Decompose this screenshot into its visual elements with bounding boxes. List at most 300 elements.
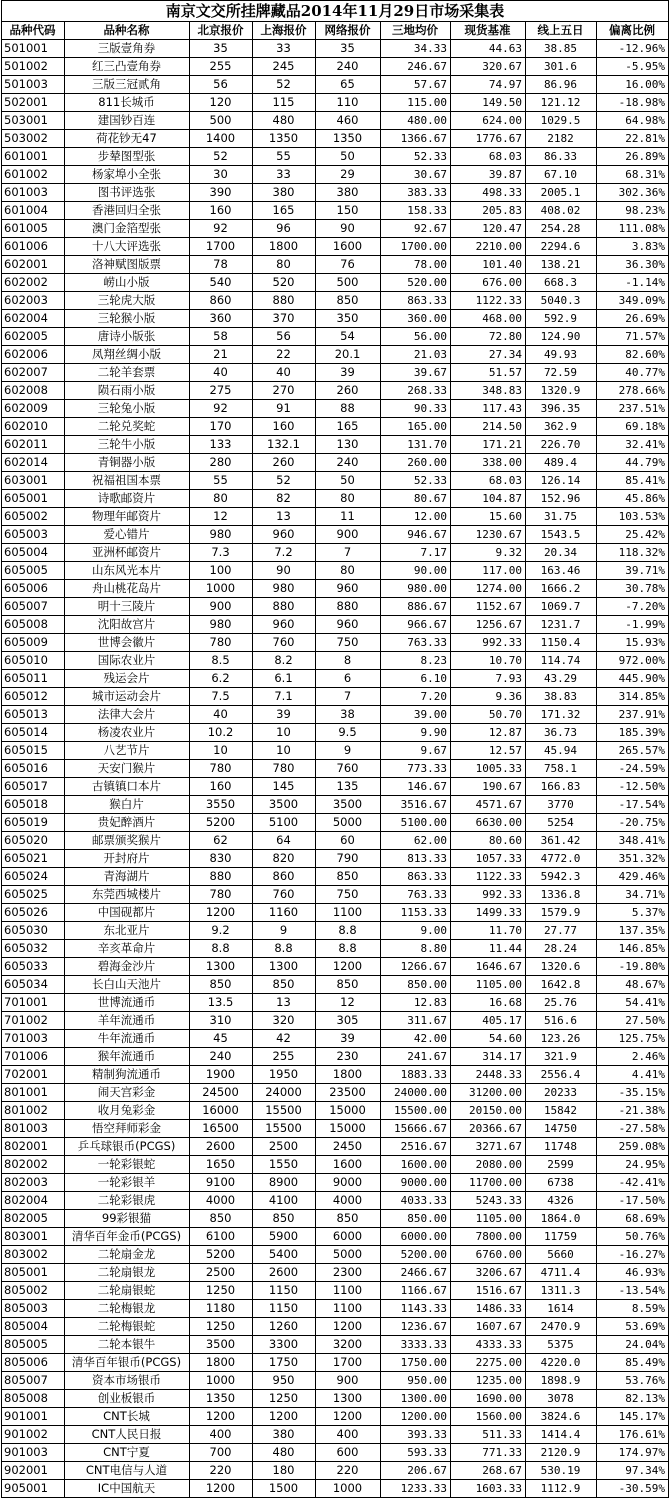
cell-deviation: 64.98% xyxy=(597,112,669,130)
cell-five-day: 1336.8 xyxy=(526,886,597,904)
cell-name: 三轮猴小版 xyxy=(65,310,190,328)
cell-five-day: 2599 xyxy=(526,1156,597,1174)
cell-code: 602005 xyxy=(2,328,65,346)
cell-name: 香港回归全张 xyxy=(65,202,190,220)
cell-online: 35 xyxy=(316,40,381,58)
table-row xyxy=(2,670,669,688)
cell-online: 750 xyxy=(316,634,381,652)
cell-spot: 6630.00 xyxy=(451,814,526,832)
cell-spot: 9.36 xyxy=(451,688,526,706)
cell-avg: 6.10 xyxy=(381,670,451,688)
cell-avg: 763.33 xyxy=(381,886,451,904)
cell-online: 790 xyxy=(316,850,381,868)
cell-online: 1200 xyxy=(316,958,381,976)
cell-name: 青海湖片 xyxy=(65,868,190,886)
cell-deviation: 972.00% xyxy=(597,652,669,670)
cell-online: 80 xyxy=(316,490,381,508)
cell-spot: 268.67 xyxy=(451,1462,526,1480)
cell-shanghai: 820 xyxy=(253,850,316,868)
cell-five-day: 758.1 xyxy=(526,760,597,778)
cell-code: 605002 xyxy=(2,508,65,526)
cell-avg: 980.00 xyxy=(381,580,451,598)
cell-avg: 268.33 xyxy=(381,382,451,400)
cell-beijing: 7.3 xyxy=(190,544,253,562)
table-row xyxy=(2,1408,669,1426)
cell-code: 605033 xyxy=(2,958,65,976)
cell-five-day: 124.90 xyxy=(526,328,597,346)
cell-spot: 1235.00 xyxy=(451,1372,526,1390)
cell-deviation: 15.93% xyxy=(597,634,669,652)
cell-name: 一轮彩银蛇 xyxy=(65,1156,190,1174)
cell-beijing: 780 xyxy=(190,886,253,904)
cell-spot: 1499.33 xyxy=(451,904,526,922)
table-row xyxy=(2,1336,669,1354)
cell-deviation: 25.42% xyxy=(597,526,669,544)
cell-shanghai: 760 xyxy=(253,886,316,904)
cell-online: 5000 xyxy=(316,1246,381,1264)
cell-beijing: 275 xyxy=(190,382,253,400)
cell-code: 605010 xyxy=(2,652,65,670)
cell-deviation: 32.41% xyxy=(597,436,669,454)
cell-code: 801001 xyxy=(2,1084,65,1102)
cell-shanghai: 860 xyxy=(253,868,316,886)
header-spot: 现货基准 xyxy=(451,22,526,40)
cell-online: 8.8 xyxy=(316,922,381,940)
cell-deviation: -1.99% xyxy=(597,616,669,634)
cell-deviation: -30.59% xyxy=(597,1480,669,1498)
cell-code: 701003 xyxy=(2,1030,65,1048)
cell-shanghai: 1800 xyxy=(253,238,316,256)
cell-avg: 1300.00 xyxy=(381,1390,451,1408)
cell-shanghai: 760 xyxy=(253,634,316,652)
cell-five-day: 20233 xyxy=(526,1084,597,1102)
cell-five-day: 1898.9 xyxy=(526,1372,597,1390)
cell-name: IC中国航天 xyxy=(65,1480,190,1498)
header-code: 品种代码 xyxy=(2,22,65,40)
cell-avg: 1236.67 xyxy=(381,1318,451,1336)
cell-avg: 206.67 xyxy=(381,1462,451,1480)
table-row xyxy=(2,346,669,364)
table-row xyxy=(2,634,669,652)
cell-avg: 131.70 xyxy=(381,436,451,454)
cell-code: 805003 xyxy=(2,1300,65,1318)
cell-deviation: -13.54% xyxy=(597,1282,669,1300)
cell-spot: 31200.00 xyxy=(451,1084,526,1102)
cell-deviation: 302.36% xyxy=(597,184,669,202)
cell-name: 城市运动会片 xyxy=(65,688,190,706)
cell-beijing: 400 xyxy=(190,1426,253,1444)
cell-beijing: 9.2 xyxy=(190,922,253,940)
cell-deviation: 8.59% xyxy=(597,1300,669,1318)
cell-code: 805001 xyxy=(2,1264,65,1282)
cell-spot: 171.21 xyxy=(451,436,526,454)
cell-shanghai: 9 xyxy=(253,922,316,940)
cell-avg: 3333.33 xyxy=(381,1336,451,1354)
cell-avg: 80.67 xyxy=(381,490,451,508)
cell-deviation: -18.98% xyxy=(597,94,669,112)
cell-deviation: -17.54% xyxy=(597,796,669,814)
cell-code: 601006 xyxy=(2,238,65,256)
cell-online: 850 xyxy=(316,976,381,994)
cell-deviation: -12.96% xyxy=(597,40,669,58)
cell-name: 三轮兔小版 xyxy=(65,400,190,418)
cell-online: 1200 xyxy=(316,1408,381,1426)
cell-deviation: 111.08% xyxy=(597,220,669,238)
cell-online: 6000 xyxy=(316,1228,381,1246)
cell-online: 1700 xyxy=(316,1354,381,1372)
cell-name: 东北亚片 xyxy=(65,922,190,940)
cell-shanghai: 380 xyxy=(253,1426,316,1444)
cell-avg: 863.33 xyxy=(381,292,451,310)
cell-deviation: 22.81% xyxy=(597,130,669,148)
cell-spot: 72.80 xyxy=(451,328,526,346)
cell-five-day: 2182 xyxy=(526,130,597,148)
cell-shanghai: 3500 xyxy=(253,796,316,814)
table-row xyxy=(2,436,669,454)
cell-shanghai: 1550 xyxy=(253,1156,316,1174)
cell-beijing: 280 xyxy=(190,454,253,472)
cell-beijing: 5200 xyxy=(190,814,253,832)
table-row xyxy=(2,850,669,868)
cell-deviation: -21.38% xyxy=(597,1102,669,1120)
cell-code: 502001 xyxy=(2,94,65,112)
cell-shanghai: 255 xyxy=(253,1048,316,1066)
table-row xyxy=(2,904,669,922)
cell-code: 805007 xyxy=(2,1372,65,1390)
cell-name: 中国砚都片 xyxy=(65,904,190,922)
cell-five-day: 15842 xyxy=(526,1102,597,1120)
cell-five-day: 2120.9 xyxy=(526,1444,597,1462)
cell-shanghai: 260 xyxy=(253,454,316,472)
table-row xyxy=(2,652,669,670)
cell-online: 88 xyxy=(316,400,381,418)
cell-spot: 68.03 xyxy=(451,148,526,166)
cell-online: 460 xyxy=(316,112,381,130)
cell-online: 220 xyxy=(316,1462,381,1480)
cell-beijing: 1700 xyxy=(190,238,253,256)
cell-online: 850 xyxy=(316,868,381,886)
cell-code: 603001 xyxy=(2,472,65,490)
cell-five-day: 1579.9 xyxy=(526,904,597,922)
cell-beijing: 240 xyxy=(190,1048,253,1066)
cell-code: 605034 xyxy=(2,976,65,994)
cell-beijing: 55 xyxy=(190,472,253,490)
cell-five-day: 1864.0 xyxy=(526,1210,597,1228)
table-row xyxy=(2,1282,669,1300)
cell-five-day: 5254 xyxy=(526,814,597,832)
table-row xyxy=(2,598,669,616)
cell-avg: 5200.00 xyxy=(381,1246,451,1264)
cell-online: 60 xyxy=(316,832,381,850)
cell-online: 380 xyxy=(316,184,381,202)
cell-beijing: 80 xyxy=(190,490,253,508)
cell-online: 1800 xyxy=(316,1066,381,1084)
cell-beijing: 360 xyxy=(190,310,253,328)
cell-deviation: 27.50% xyxy=(597,1012,669,1030)
cell-avg: 7.20 xyxy=(381,688,451,706)
cell-beijing: 220 xyxy=(190,1462,253,1480)
cell-deviation: -42.41% xyxy=(597,1174,669,1192)
table-row xyxy=(2,490,669,508)
table-title: 南京文交所挂牌藏品2014年11月29日市场采集表 xyxy=(1,0,669,21)
cell-avg: 30.67 xyxy=(381,166,451,184)
cell-code: 602009 xyxy=(2,400,65,418)
cell-code: 605005 xyxy=(2,562,65,580)
cell-deviation: 118.32% xyxy=(597,544,669,562)
cell-name: 闹天宫彩金 xyxy=(65,1084,190,1102)
table-row xyxy=(2,130,669,148)
cell-name: 陨石雨小版 xyxy=(65,382,190,400)
cell-beijing: 40 xyxy=(190,706,253,724)
cell-name: 二轮羊套票 xyxy=(65,364,190,382)
cell-shanghai: 33 xyxy=(253,166,316,184)
cell-beijing: 1180 xyxy=(190,1300,253,1318)
header-row xyxy=(2,22,669,40)
cell-beijing: 160 xyxy=(190,778,253,796)
table-row xyxy=(2,1102,669,1120)
cell-shanghai: 850 xyxy=(253,976,316,994)
table-row xyxy=(2,1444,669,1462)
cell-name: 二轮梅银龙 xyxy=(65,1300,190,1318)
cell-online: 80 xyxy=(316,562,381,580)
cell-online: 1600 xyxy=(316,238,381,256)
cell-online: 7 xyxy=(316,688,381,706)
cell-five-day: 5942.3 xyxy=(526,868,597,886)
cell-code: 602011 xyxy=(2,436,65,454)
cell-spot: 4571.67 xyxy=(451,796,526,814)
table-row xyxy=(2,580,669,598)
cell-name: 牛年流通币 xyxy=(65,1030,190,1048)
cell-five-day: 1112.9 xyxy=(526,1480,597,1498)
cell-five-day: 138.21 xyxy=(526,256,597,274)
cell-beijing: 8.5 xyxy=(190,652,253,670)
cell-avg: 15666.67 xyxy=(381,1120,451,1138)
cell-online: 1300 xyxy=(316,1390,381,1408)
cell-beijing: 1250 xyxy=(190,1318,253,1336)
cell-code: 602007 xyxy=(2,364,65,382)
cell-online: 65 xyxy=(316,76,381,94)
cell-code: 601004 xyxy=(2,202,65,220)
cell-name: 杨家埠小全张 xyxy=(65,166,190,184)
cell-five-day: 1320.6 xyxy=(526,958,597,976)
cell-code: 501001 xyxy=(2,40,65,58)
cell-code: 605008 xyxy=(2,616,65,634)
cell-deviation: -24.59% xyxy=(597,760,669,778)
cell-name: 天安门猴片 xyxy=(65,760,190,778)
cell-shanghai: 245 xyxy=(253,58,316,76)
cell-shanghai: 91 xyxy=(253,400,316,418)
cell-spot: 12.87 xyxy=(451,724,526,742)
cell-spot: 624.00 xyxy=(451,112,526,130)
cell-deviation: -5.95% xyxy=(597,58,669,76)
cell-code: 802004 xyxy=(2,1192,65,1210)
cell-online: 15000 xyxy=(316,1102,381,1120)
cell-five-day: 592.9 xyxy=(526,310,597,328)
cell-code: 905001 xyxy=(2,1480,65,1498)
cell-beijing: 980 xyxy=(190,526,253,544)
cell-avg: 90.00 xyxy=(381,562,451,580)
cell-beijing: 310 xyxy=(190,1012,253,1030)
cell-avg: 8.23 xyxy=(381,652,451,670)
cell-code: 605006 xyxy=(2,580,65,598)
cell-online: 1200 xyxy=(316,1318,381,1336)
cell-spot: 120.47 xyxy=(451,220,526,238)
cell-spot: 12.57 xyxy=(451,742,526,760)
table-row xyxy=(2,292,669,310)
cell-beijing: 830 xyxy=(190,850,253,868)
cell-online: 880 xyxy=(316,598,381,616)
cell-name: 洛神赋图版票 xyxy=(65,256,190,274)
cell-five-day: 4220.0 xyxy=(526,1354,597,1372)
cell-online: 240 xyxy=(316,454,381,472)
cell-five-day: 14750 xyxy=(526,1120,597,1138)
cell-shanghai: 2500 xyxy=(253,1138,316,1156)
table-row xyxy=(2,706,669,724)
cell-code: 501002 xyxy=(2,58,65,76)
cell-avg: 1366.67 xyxy=(381,130,451,148)
cell-avg: 9000.00 xyxy=(381,1174,451,1192)
cell-beijing: 1200 xyxy=(190,904,253,922)
cell-beijing: 120 xyxy=(190,94,253,112)
cell-five-day: 171.32 xyxy=(526,706,597,724)
table-row xyxy=(2,112,669,130)
cell-five-day: 3824.6 xyxy=(526,1408,597,1426)
cell-five-day: 1069.7 xyxy=(526,598,597,616)
cell-five-day: 20.34 xyxy=(526,544,597,562)
cell-beijing: 780 xyxy=(190,634,253,652)
cell-name: 崂山小版 xyxy=(65,274,190,292)
cell-deviation: 429.46% xyxy=(597,868,669,886)
cell-five-day: 3078 xyxy=(526,1390,597,1408)
table-row xyxy=(2,616,669,634)
cell-shanghai: 82 xyxy=(253,490,316,508)
cell-online: 39 xyxy=(316,364,381,382)
cell-deviation: -20.75% xyxy=(597,814,669,832)
cell-code: 805005 xyxy=(2,1336,65,1354)
cell-code: 605017 xyxy=(2,778,65,796)
cell-spot: 1646.67 xyxy=(451,958,526,976)
cell-beijing: 92 xyxy=(190,400,253,418)
cell-avg: 5100.00 xyxy=(381,814,451,832)
cell-name: 清华百年银币(PCGS) xyxy=(65,1354,190,1372)
cell-code: 602001 xyxy=(2,256,65,274)
cell-spot: 16.68 xyxy=(451,994,526,1012)
cell-online: 960 xyxy=(316,580,381,598)
table-row xyxy=(2,940,669,958)
cell-five-day: 362.9 xyxy=(526,418,597,436)
cell-name: 99彩银猫 xyxy=(65,1210,190,1228)
cell-avg: 115.00 xyxy=(381,94,451,112)
cell-deviation: 34.71% xyxy=(597,886,669,904)
cell-name: 澳门金箔型张 xyxy=(65,220,190,238)
cell-deviation: 54.41% xyxy=(597,994,669,1012)
cell-five-day: 38.85 xyxy=(526,40,597,58)
cell-name: 爱心错片 xyxy=(65,526,190,544)
header-name: 品种名称 xyxy=(65,22,190,40)
cell-shanghai: 1150 xyxy=(253,1300,316,1318)
cell-avg: 850.00 xyxy=(381,1210,451,1228)
cell-shanghai: 3300 xyxy=(253,1336,316,1354)
cell-online: 50 xyxy=(316,148,381,166)
cell-deviation: 137.35% xyxy=(597,922,669,940)
cell-code: 605014 xyxy=(2,724,65,742)
cell-avg: 4033.33 xyxy=(381,1192,451,1210)
cell-online: 850 xyxy=(316,1210,381,1228)
cell-beijing: 10.2 xyxy=(190,724,253,742)
cell-shanghai: 850 xyxy=(253,1210,316,1228)
cell-spot: 9.32 xyxy=(451,544,526,562)
cell-code: 805006 xyxy=(2,1354,65,1372)
cell-beijing: 100 xyxy=(190,562,253,580)
cell-five-day: 4326 xyxy=(526,1192,597,1210)
cell-beijing: 12 xyxy=(190,508,253,526)
cell-deviation: -19.80% xyxy=(597,958,669,976)
table-row xyxy=(2,166,669,184)
cell-code: 602002 xyxy=(2,274,65,292)
cell-avg: 1750.00 xyxy=(381,1354,451,1372)
cell-online: 50 xyxy=(316,472,381,490)
cell-online: 4000 xyxy=(316,1192,381,1210)
cell-beijing: 3550 xyxy=(190,796,253,814)
cell-online: 350 xyxy=(316,310,381,328)
cell-beijing: 92 xyxy=(190,220,253,238)
cell-name: 三轮虎大版 xyxy=(65,292,190,310)
table-row xyxy=(2,310,669,328)
cell-shanghai: 42 xyxy=(253,1030,316,1048)
cell-code: 605003 xyxy=(2,526,65,544)
cell-avg: 57.67 xyxy=(381,76,451,94)
market-collection-table xyxy=(1,0,669,1498)
cell-code: 605012 xyxy=(2,688,65,706)
table-row xyxy=(2,184,669,202)
cell-deviation: 46.93% xyxy=(597,1264,669,1282)
cell-online: 900 xyxy=(316,1372,381,1390)
cell-online: 9.5 xyxy=(316,724,381,742)
cell-name: 二轮本银牛 xyxy=(65,1336,190,1354)
cell-online: 6 xyxy=(316,670,381,688)
cell-five-day: 1150.4 xyxy=(526,634,597,652)
cell-name: 残运会片 xyxy=(65,670,190,688)
cell-deviation: -17.50% xyxy=(597,1192,669,1210)
cell-name: 三轮牛小版 xyxy=(65,436,190,454)
table-row xyxy=(2,364,669,382)
cell-five-day: 5660 xyxy=(526,1246,597,1264)
cell-spot: 117.43 xyxy=(451,400,526,418)
table-row xyxy=(2,418,669,436)
cell-five-day: 36.73 xyxy=(526,724,597,742)
cell-avg: 241.67 xyxy=(381,1048,451,1066)
table-row xyxy=(2,544,669,562)
cell-shanghai: 13 xyxy=(253,994,316,1012)
cell-deviation: 45.86% xyxy=(597,490,669,508)
cell-shanghai: 24000 xyxy=(253,1084,316,1102)
cell-shanghai: 165 xyxy=(253,202,316,220)
cell-deviation: -16.27% xyxy=(597,1246,669,1264)
cell-shanghai: 880 xyxy=(253,292,316,310)
cell-five-day: 1231.7 xyxy=(526,616,597,634)
cell-shanghai: 13 xyxy=(253,508,316,526)
cell-avg: 773.33 xyxy=(381,760,451,778)
cell-shanghai: 22 xyxy=(253,346,316,364)
cell-spot: 1122.33 xyxy=(451,868,526,886)
cell-beijing: 170 xyxy=(190,418,253,436)
cell-avg: 78.00 xyxy=(381,256,451,274)
table-row xyxy=(2,508,669,526)
cell-avg: 7.17 xyxy=(381,544,451,562)
cell-beijing: 160 xyxy=(190,202,253,220)
cell-code: 503002 xyxy=(2,130,65,148)
cell-name: CNT长城 xyxy=(65,1408,190,1426)
